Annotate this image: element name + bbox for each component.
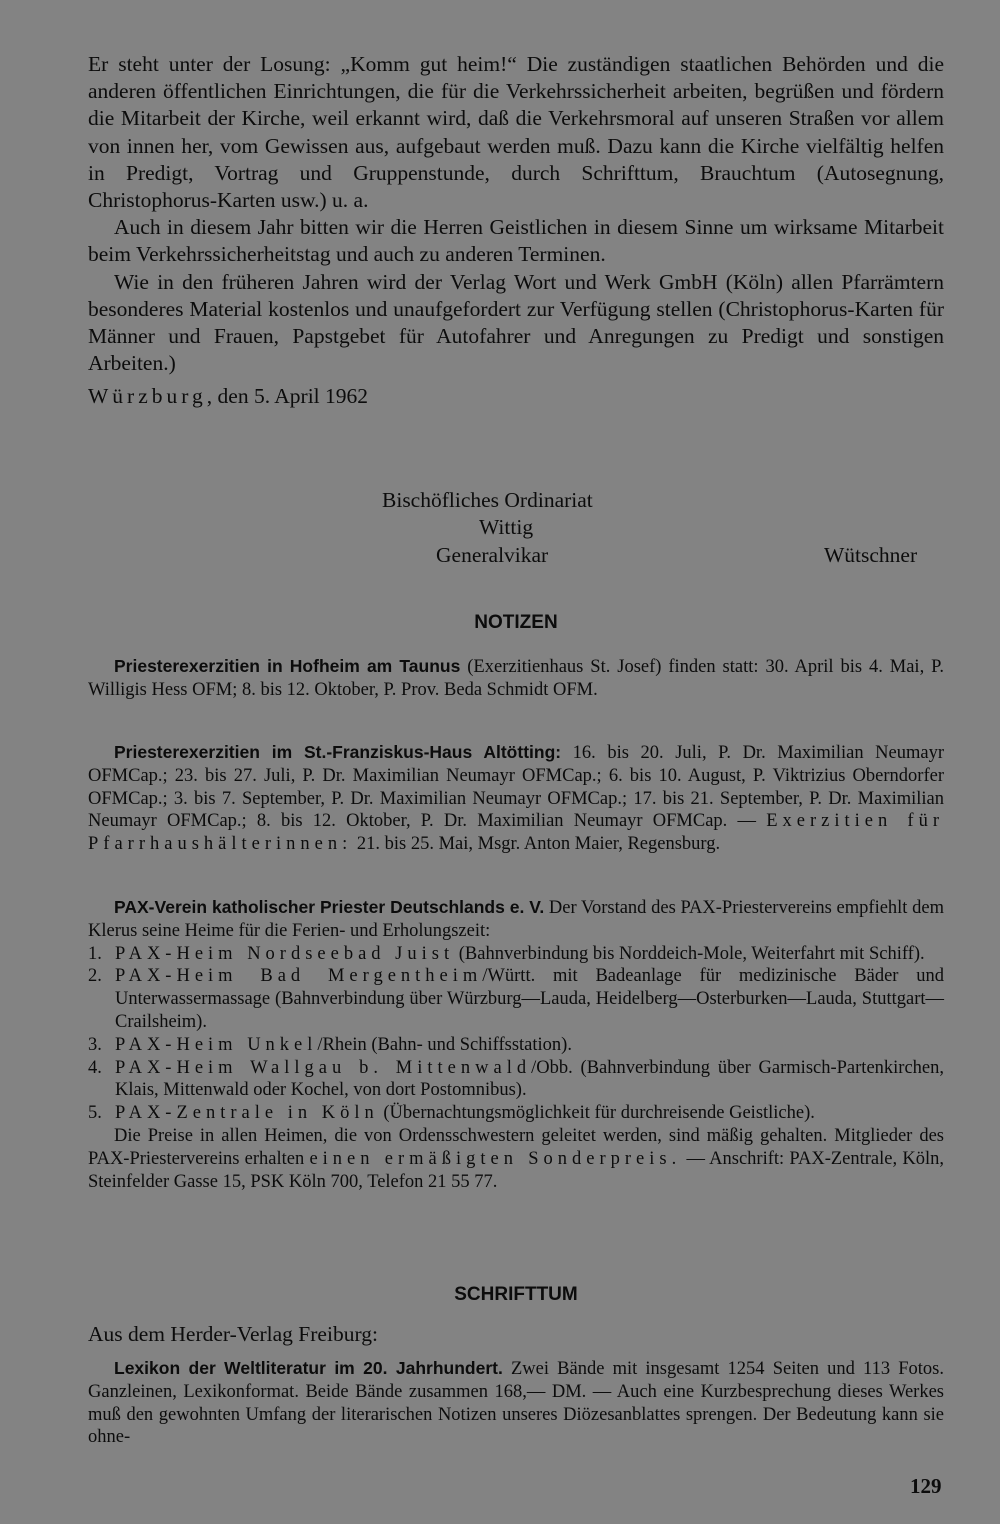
notiz-altoetting-text: 16. bis 20. Juli, P. Dr. Maximilian Neumayr OFMCap.; 23. bis 27. Juli, P. Dr. Maximilian Neumayr OFMCap.; 6. bis 10. August, P. Viktrizius Oberndorfer OFMCap.; 3. bis 7. September, P. Dr. Maximilian Neumayr OFMCap.; 17. bis 21. September, P. Dr. Maximilian Neumayr OFMCap.; 8. bis 12. Oktober, P. Dr. Maximilian Neumayr OFMCap. — xyxy=(88,743,944,832)
notiz-pax-end-a: Die Preise in allen Heimen, die von Ordensschwestern geleitet werden, sind mäßig gehalten. Mitglieder des PAX-Priestervereins erhalten xyxy=(88,1125,944,1169)
notiz-hofheim xyxy=(88,655,944,702)
intro-paragraph-3: Wie in den früheren Jahren wird der Verlag Wort und Werk GmbH (Köln) allen Pfarrämtern besonderes Material kostenlos und unaufgefordert zur Verfügung stellen (Christophorus-Karten für Männer und Frauen, Papstgebet für Autofahrer und Anregungen zu Predigt und sonstigen Arbeiten.) xyxy=(88,269,944,376)
list-item: 4. PAX-Heim Wallgau b. Mittenwald/Obb. (Bahnverbindung über Garmisch-Partenkirchen, Klais, Mittenwald oder Kochel, von dort Postomnibus). xyxy=(88,1057,944,1101)
notiz-pax-end-b: — Anschrift: PAX-Zentrale, Köln, Steinfelder Gasse 15, PSK Köln 700, Telefon 21 55 77. xyxy=(88,1148,944,1192)
signature-title: Generalvikar xyxy=(436,543,549,567)
list-item: 2. PAX-Heim Bad Mergentheim/Württ. mit Badeanlage für medizinische Bäder und Unterwassermassage (Bahnverbindung über Würzburg—Lauda, Heidelberg—Osterburken—Lauda, Stuttgart—Crailsheim). xyxy=(88,966,945,1032)
book-title: Lexikon der Weltliteratur im 20. Jahrhundert. xyxy=(114,1358,503,1378)
notiz-hofheim-text: (Exerzitienhaus St. Josef) finden statt: 30. April bis 4. Mai, P. Willigis Hess OFM; 8. bis 12. Oktober, P. Prov. Beda Schmidt OFM. xyxy=(88,657,944,700)
schrifttum-heading: SCHRIFTTUM xyxy=(454,1284,578,1305)
pax-home-list xyxy=(88,943,944,1125)
notiz-pax-end-spaced: einen ermäßigten Sonderpreis. xyxy=(309,1148,682,1169)
intro-paragraph-2: Auch in diesem Jahr bitten wir die Herren Geistlichen in diesem Sinne um wirksame Mitarbeit beim Verkehrssicherheitstag und auch zu anderen Terminen. xyxy=(88,215,944,267)
notiz-altoetting-tail: 21. bis 25. Mai, Msgr. Anton Maier, Regensburg. xyxy=(352,834,721,855)
signature-office: Bischöfliches Ordinariat xyxy=(382,488,593,512)
notiz-pax xyxy=(88,896,944,1193)
dateline-date: , den 5. April 1962 xyxy=(206,384,369,409)
signature-name: Wittig xyxy=(479,515,534,539)
notiz-altoetting xyxy=(88,741,944,856)
book-text: Zwei Bände mit insgesamt 1254 Seiten und 113 Fotos. Ganzleinen, Lexikonformat. Beide Bände zusammen 168,— DM. — Auch eine Kurzbesprechung dieses Werkes muß den gewohnten Umfang der literarischen Notizen unseres Diözesanblattes sprengen. Der Bedeutung kann sie ohne- xyxy=(88,1359,944,1448)
intro-section xyxy=(88,51,944,411)
schrifttum-publisher: Aus dem Herder-Verlag Freiburg: xyxy=(88,1322,378,1346)
notiz-altoetting-title: Priesterexerzitien im St.-Franziskus-Haus Altötting: xyxy=(114,742,562,762)
notiz-hofheim-title: Priesterexerzitien in Hofheim am Taunus xyxy=(114,656,461,676)
book-review xyxy=(88,1357,944,1449)
notiz-pax-text: Der Vorstand des PAX-Priestervereins empfiehlt dem Klerus seine Heime für die Ferien- und Erholungszeit: xyxy=(88,898,944,941)
list-item: 3. PAX-Heim Unkel/Rhein (Bahn- und Schiffsstation). xyxy=(88,1034,572,1055)
dateline xyxy=(88,383,944,410)
notiz-pax-title: PAX-Verein katholischer Priester Deutschlands e. V. xyxy=(114,897,545,917)
list-item: 5. PAX-Zentrale in Köln (Übernachtungsmöglichkeit für durchreisende Geistliche). xyxy=(88,1103,815,1124)
signature-secretary: Wütschner xyxy=(824,543,918,567)
page-number: 129 xyxy=(910,1474,942,1498)
notiz-altoetting-spaced: Exerzitien für Pfarrhaushälterinnen: xyxy=(88,811,944,855)
intro-paragraph-1: Er steht unter der Losung: „Komm gut heim!“ Die zuständigen staatlichen Behörden und die anderen öffentlichen Einrichtungen, die für die Verkehrssicherheit arbeiten, begrüßen und fördern die Mitarbeit der Kirche, weil erkannt wird, daß die Verkehrsmoral auf unseren Straßen vor allem von innen her, vom Gewissen aus, aufgebaut werden muß. Dazu kann die Kirche vielfältig helfen in Predigt, Vortrag und Gruppenstunde, durch Schrifttum, Brauchtum (Autosegnung, Christophorus-Karten usw.) u. a. xyxy=(88,52,944,213)
list-item: 1. PAX-Heim Nordseebad Juist (Bahnverbindung bis Norddeich-Mole, Weiterfahrt mit Schiff). xyxy=(88,943,925,964)
notizen-heading: NOTIZEN xyxy=(474,612,558,633)
dateline-place: Würzburg xyxy=(88,384,207,409)
